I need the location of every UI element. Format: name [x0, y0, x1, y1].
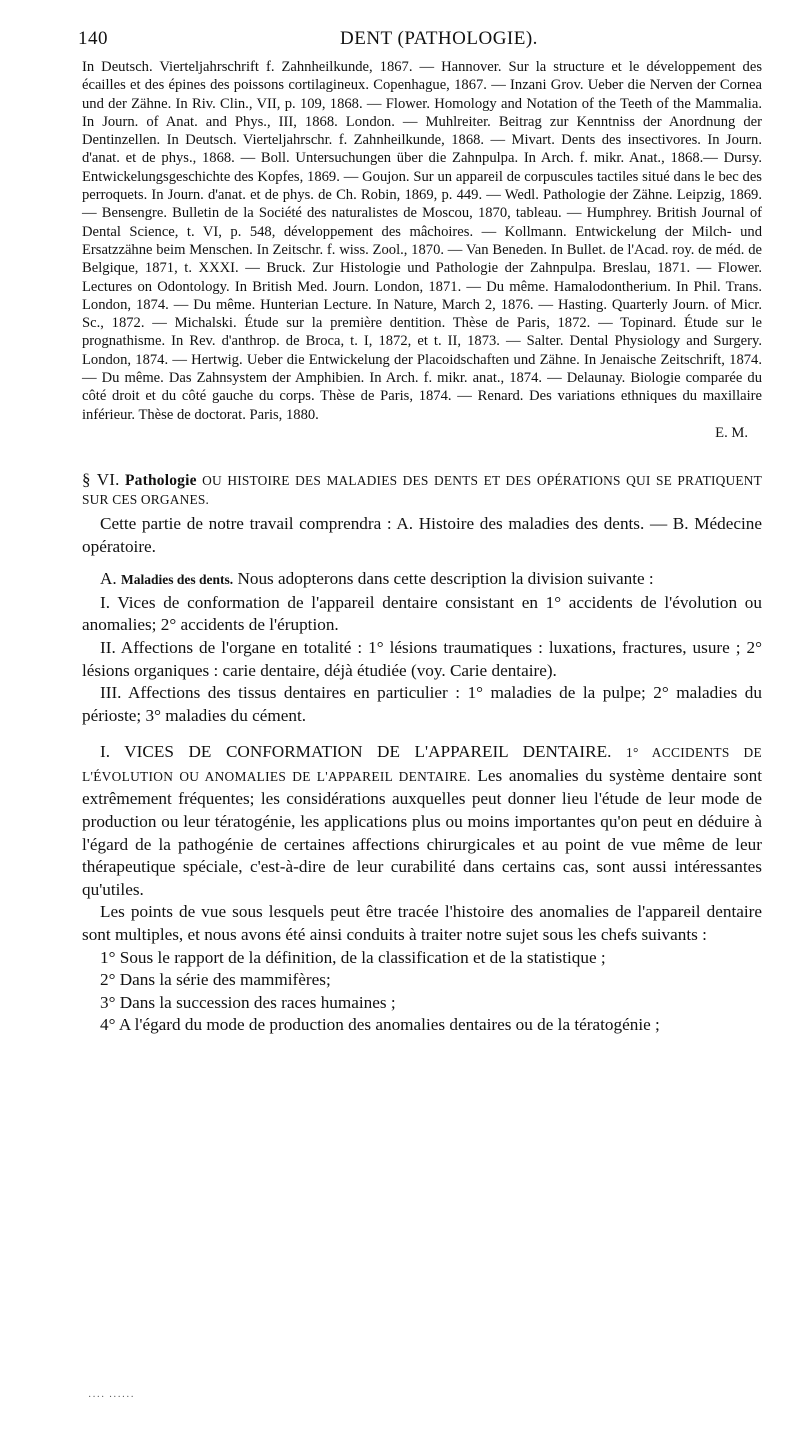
chapter-text: Les anomalies du système dentaire sont extrêmement fréquentes; les considérations auxquelles peut donner lieu l'étude de leur mode de production ou leur tératogénie, les applications plus ou moins importantes qu'on peut en déduire à l'égard de la pathogénie de certaines affections chirurgicales et au point de vue même de leur thérapeutique spéciale, c'est-à-dire de leur curabilité dans certains cas, sont aussi intéressantes qu'utiles.: [82, 765, 762, 899]
division-item: II. Affections de l'organe en totalité : 1° lésions traumatiques : luxations, fractures, usure ; 2° lésions organiques : carie dentaire, déjà étudiée (voy. Carie dentaire).: [82, 637, 762, 680]
point-item: 4° A l'égard du mode de production des anomalies dentaires ou de la tératogénie ;: [100, 1015, 660, 1035]
subsection-label: A.: [100, 569, 117, 589]
running-header: [78, 28, 762, 58]
chapter-subtitle: 1° ACCIDENTS DE L'ÉVOLUTION OU ANOMALIES DE L'APPAREIL DENTAIRE.: [82, 745, 762, 784]
point-item: 1° Sous le rapport de la définition, de la classification et de la statistique ;: [100, 947, 606, 967]
subsection-paragraph: [82, 568, 762, 592]
author-signature: E. M.: [715, 424, 748, 441]
point-item: 3° Dans la succession des races humaines ;: [100, 992, 396, 1012]
section-title-rest: OU HISTOIRE DES MALADIES DES DENTS ET DES OPÉRATIONS QUI SE PRATIQUENT SUR CES ORGANES.: [82, 472, 762, 507]
chapter-paragraph: [82, 741, 762, 901]
section-heading: [82, 470, 762, 509]
running-title: DENT (PATHOLOGIE).: [340, 28, 538, 49]
division-list: [82, 592, 762, 728]
paragraph-2: Les points de vue sous lesquels peut être tracée l'histoire des anomalies de l'appareil dentaire sont multiples, et nous avons été ainsi conduits à traiter notre sujet sous les chefs suivants :: [82, 902, 762, 945]
page-number: 140: [78, 28, 108, 49]
subsection-text: Nous adopterons dans cette description la division suivante :: [233, 569, 654, 589]
section-mark: § VI.: [82, 469, 120, 489]
chapter-title: I. VICES DE CONFORMATION DE L'APPAREIL DENTAIRE.: [100, 742, 612, 762]
division-item: III. Affections des tissus dentaires en particulier : 1° maladies de la pulpe; 2° maladies du périoste; 3° maladies du cément.: [82, 683, 762, 725]
points-list: [82, 947, 762, 1037]
section-title-bold: Pathologie: [124, 471, 197, 489]
bibliography: In Deutsch. Vierteljahrschrift f. Zahnheilkunde, 1867. — Hannover. Sur la structure et le développement des écailles et des épines des poissons cortilagineux. Copenhague, 1867. — Inzani Grov. Ueber die Nerven der Cornea und der Zähne. In Riv. Clin., VII, p. 109, 1868. — Flower. Homology and Notation of the Teeth of the Mammalia. In Journ. of Anat. and Phys., III, 1868. London. — Muhlreiter. Beitrag zur Kenntniss der Anordnung der Dentinzellen. In Deutsch. Vierteljahrschr. f. Zahnheilkunde, 1868. — Mivart. Dents des insectivores. In Journ. d'anat. et de phys., 1868. — Boll. Untersuchungen über die Zahnpulpa. In Arch. f. mikr. Anat., 1868.— Dursy. Entwickelungsgeschichte des Kopfes, 1869. — Goujon. Sur un appareil de corpuscules tactiles situé dans le bec des perroquets. In Journ. d'anat. et de phys. de Ch. Robin, 1869, p. 449. — Wedl. Pathologie der Zähne. Leipzig, 1869. — Bensengre. Bulletin de la Société des naturalistes de Moscou, 1870, tableau. — Humphrey. British Journal of Dental Science, t. VI, p. 548, développement des mâchoires. — Kollmann. Entwickelung der Milch- und Ersatzzähne beim Menschen. In Zeitschr. f. wiss. Zool., 1870. — Van Beneden. In Bullet. de l'Acad. roy. de méd. de Belgique, 1871, t. XXXI. — Bruck. Zur Histologie und Pathologie der Zahnpulpa. Breslau, 1871. — Flower. Lectures on Odontology. In British Med. Journ. London, 1871. — Du même. Hamalodontherium. In Phil. Trans. London, 1874. — Du même. Hunterian Lecture. In Nature, March 2, 1876. — Hasting. Quarterly Journ. of Micr. Sc., 1872. — Michalski. Étude sur la première dentition. Thèse de Paris, 1872. — Topinard. Étude sur le prognathisme. In Rev. d'anthrop. de Broca, t. I, 1872, et t. II, 1873. — Salter. Dental Physiology and Surgery. London, 1874. — Hertwig. Ueber die Entwickelung der Placoidschaften und Zähne. In Jenaische Zeitschrift, 1874. — Du même. Das Zahnsystem der Amphibien. In Arch. f. mikr. anat., 1874. — Delaunay. Biologie comparée du côté droit et du côté gauche du corps. Thèse de Paris, 1874. — Renard. Des variations ethniques du maxillaire inférieur. Thèse de doctorat. Paris, 1880.: [82, 59, 762, 423]
subsection-title: Maladies des dents.: [121, 572, 234, 588]
intro-paragraph: Cette partie de notre travail comprendra : A. Histoire des maladies des dents. — B. Médecine opératoire.: [82, 513, 762, 556]
footer-mark: ···· ······: [88, 1392, 135, 1403]
point-item: 2° Dans la série des mammifères;: [100, 970, 331, 990]
division-item: I. Vices de conformation de l'appareil dentaire consistant en 1° accidents de l'évolution ou anomalies; 2° accidents de l'éruption.: [82, 592, 762, 635]
page: [78, 28, 762, 1037]
